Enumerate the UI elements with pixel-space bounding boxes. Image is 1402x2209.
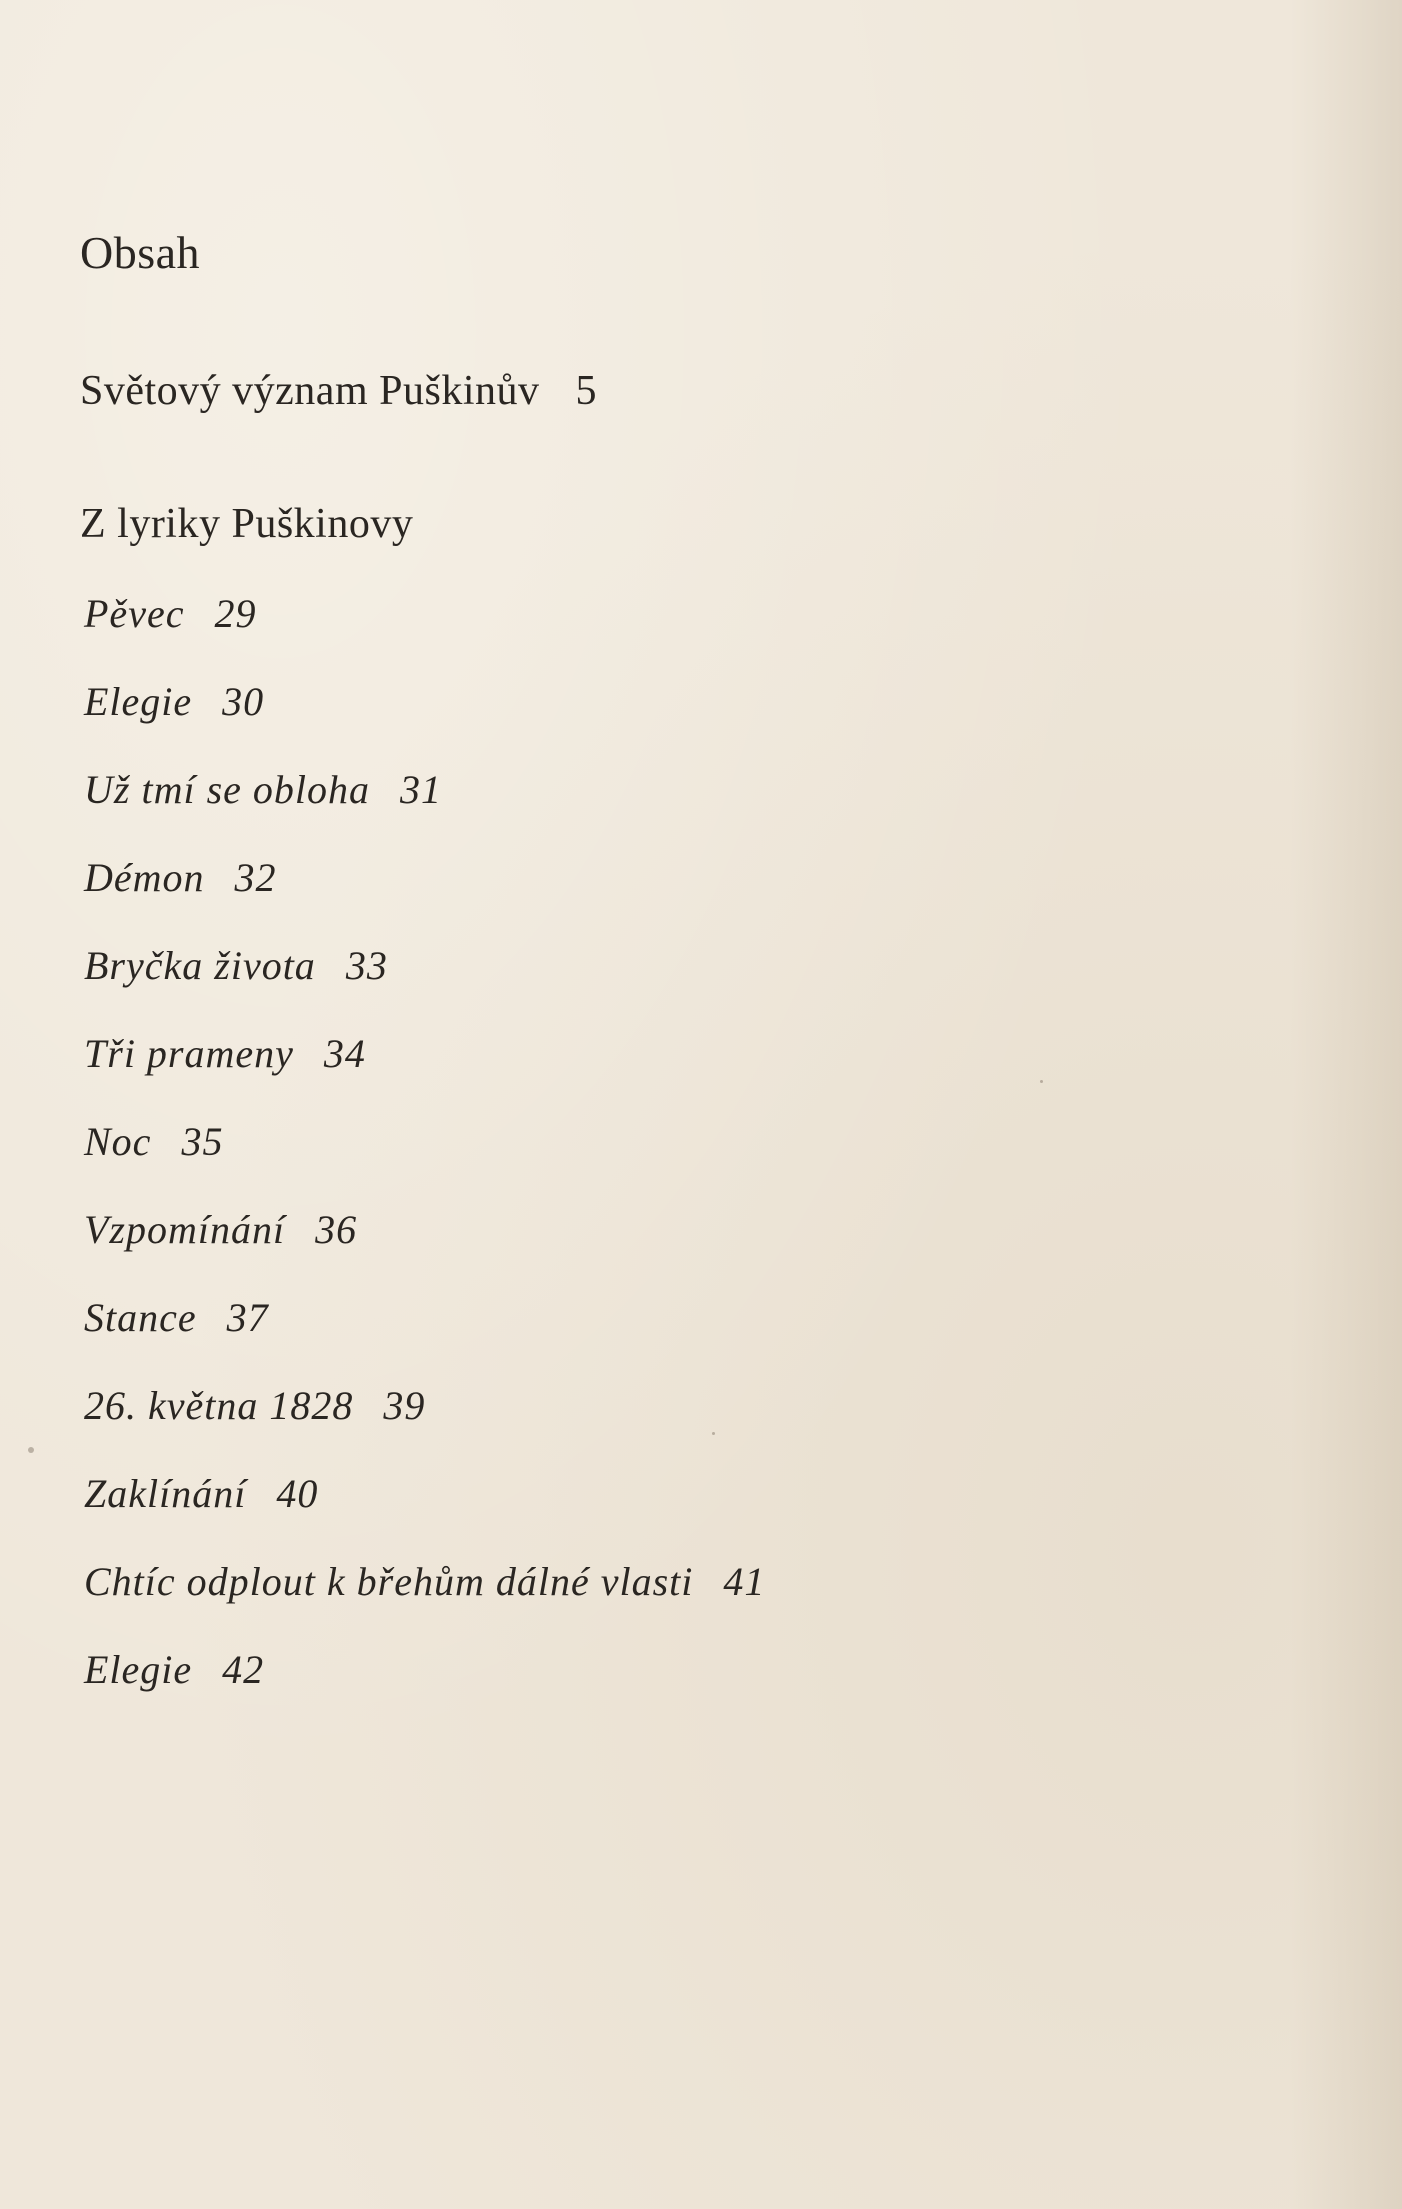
toc-entry xyxy=(84,1471,319,1516)
toc-entry-title: Tři prameny xyxy=(84,1031,294,1076)
toc-section-page: 5 xyxy=(575,368,597,414)
toc-entry-page: 35 xyxy=(181,1119,224,1164)
toc-entry xyxy=(84,855,277,900)
toc-entry-title: Vzpomínání xyxy=(84,1207,286,1252)
toc-entry-page: 34 xyxy=(323,1031,366,1076)
paper-speck xyxy=(712,1432,715,1435)
toc-entry-title: Bryčka života xyxy=(84,943,316,988)
toc-entry xyxy=(84,1031,366,1076)
toc-section xyxy=(80,370,597,412)
toc-entry-title: Už tmí se obloha xyxy=(84,767,370,812)
toc-entry-title: Noc xyxy=(84,1119,152,1164)
toc-entry-page: 36 xyxy=(315,1207,358,1252)
toc-entry xyxy=(84,591,257,636)
toc-entry xyxy=(84,1119,224,1164)
toc-entry-page: 41 xyxy=(723,1559,766,1604)
toc-entry-title: Zaklínání xyxy=(84,1471,247,1516)
toc-entry-page: 39 xyxy=(383,1383,426,1428)
toc-entry-page: 31 xyxy=(400,767,442,812)
toc-entry-title: Elegie xyxy=(84,679,193,724)
page-title: Obsah xyxy=(80,227,201,278)
toc-entry-page: 30 xyxy=(222,679,265,724)
toc-entry xyxy=(84,943,388,988)
toc-entry xyxy=(84,1383,426,1428)
toc-entry xyxy=(84,1295,269,1340)
toc-section-title: Světový význam Puškinův xyxy=(80,368,540,414)
toc-entry xyxy=(84,1207,358,1252)
toc-section-title: Z lyriky Puškinovy xyxy=(80,501,414,547)
toc-entry-page: 42 xyxy=(222,1647,265,1692)
toc-entry-page: 29 xyxy=(214,591,257,636)
toc-entry xyxy=(84,1647,265,1692)
toc-entry-title: Chtíc odplout k břehům dálné vlasti xyxy=(84,1559,694,1604)
toc-entry-title: Démon xyxy=(84,855,205,900)
toc-entry-page: 40 xyxy=(276,1471,319,1516)
paper-speck xyxy=(28,1447,34,1453)
toc-entry-title: Pěvec xyxy=(84,591,185,636)
paper-speck xyxy=(1040,1080,1043,1083)
toc-entry xyxy=(84,767,442,812)
toc-section xyxy=(80,503,413,545)
toc-entry-title: Stance xyxy=(84,1295,197,1340)
toc-entry xyxy=(84,1559,766,1604)
toc-entry-page: 33 xyxy=(345,943,388,988)
toc-entry-page: 37 xyxy=(226,1295,269,1340)
toc-entry-title: Elegie xyxy=(84,1647,193,1692)
toc-entry-page: 32 xyxy=(234,855,277,900)
toc-entry-title: 26. května 1828 xyxy=(84,1383,354,1428)
toc-entry xyxy=(84,679,265,724)
